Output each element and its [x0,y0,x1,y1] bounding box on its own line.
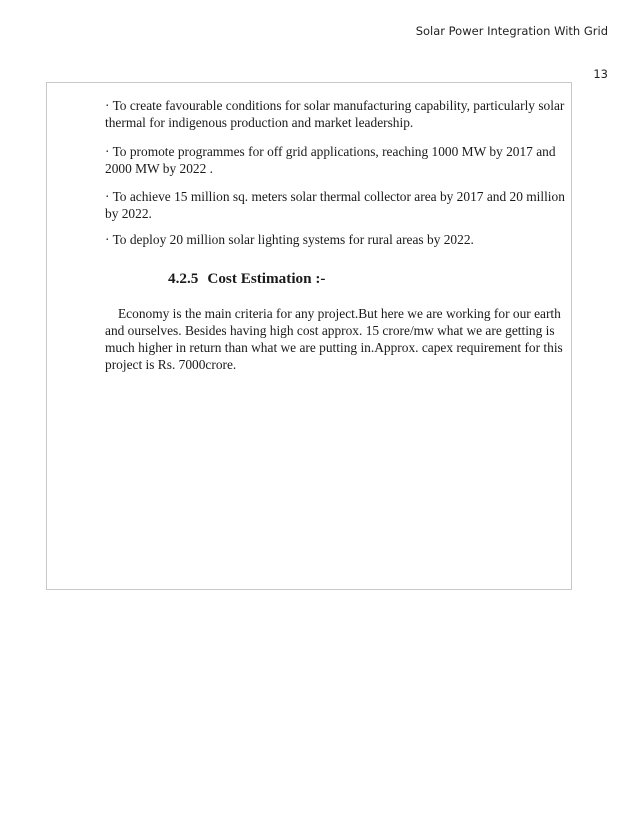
section-heading [168,270,326,288]
cost-estimation-paragraph: Economy is the main criteria for any project.But here we are working for our earth and ourselves. Besides having high cost approx. 15 crore/mw what we are getting is much higher in return than what we are putting in.Approx. capex requirement for this project is Rs. 7000crore. [105,306,563,372]
page-number: 13 [593,67,608,81]
running-header: Solar Power Integration With Grid [415,24,608,38]
section-number: 4.2.5 [168,270,199,287]
bullet-item: · To promote programmes for off grid applications, reaching 1000 MW by 2017 and 2000 MW by 2022 . [105,144,556,176]
bullet-item: · To achieve 15 million sq. meters solar thermal collector area by 2017 and 20 million by 2022. [105,189,565,221]
bullet-item: · To create favourable conditions for solar manufacturing capability, particularly solar thermal for indigenous production and market leadership. [105,98,565,130]
bullet-item: · To deploy 20 million solar lighting systems for rural areas by 2022. [105,232,474,247]
section-title: Cost Estimation :- [207,270,326,287]
